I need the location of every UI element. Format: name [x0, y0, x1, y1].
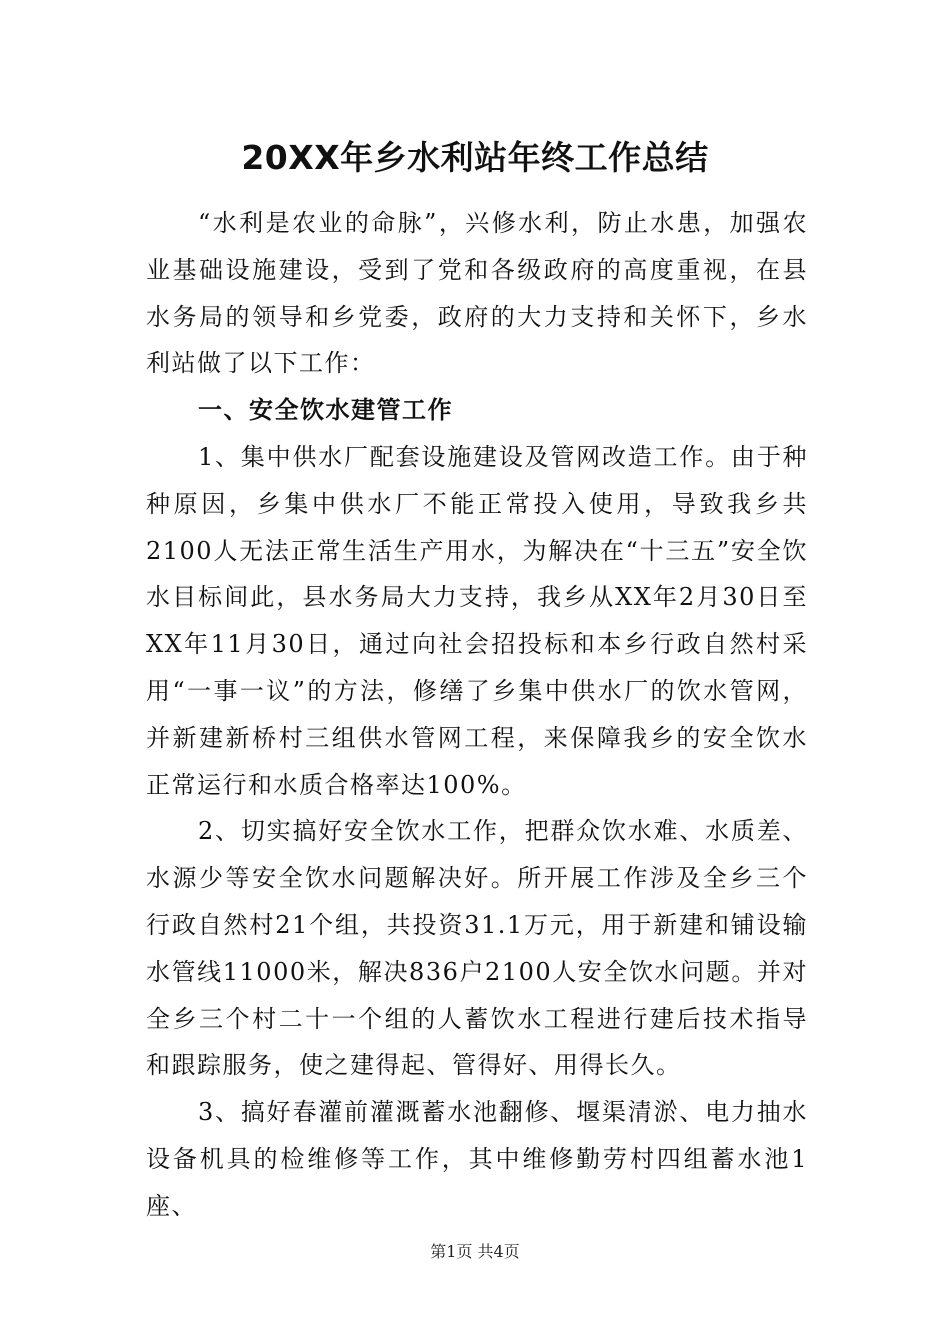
paragraph-item-1: 1、集中供水厂配套设施建设及管网改造工作。由于种种原因，乡集中供水厂不能正常投入使用，导致我乡共2100人无法正常生活生产用水，为解决在“十三五”安全饮水目标间此，县水务局大力支持，我乡从XX年2月30日至XX年11月30日，通过向社会招投标和本乡行政自然村采用“一事一议”的方法，修缮了乡集中供水厂的饮水管网，并新建新桥村三组供水管网工程，来保障我乡的安全饮水正常运行和水质合格率达100%。: [146, 442, 808, 799]
page-number-footer: 第1页 共4页: [430, 1242, 520, 1261]
document-title: 20XX年乡水利站年终工作总结: [241, 138, 709, 177]
paragraph-item-3: 3、搞好春灌前灌溉蓄水池翻修、堰渠清淤、电力抽水设备机具的检维修等工作，其中维修勤劳村四组蓄水池1座、: [146, 1098, 808, 1220]
section-heading: 一、安全饮水建管工作: [198, 396, 453, 425]
document-body: [146, 200, 808, 1230]
intro-paragraph: “水利是农业的命脉”，兴修水利，防止水患，加强农业基础设施建设，受到了党和各级政府的高度重视，在县水务局的领导和乡党委，政府的大力支持和关怀下，乡水利站做了以下工作：: [146, 209, 808, 378]
paragraph-item-2: 2、切实搞好安全饮水工作，把群众饮水难、水质差、水源少等安全饮水问题解决好。所开展工作涉及全乡三个行政自然村21个组，共投资31.1万元，用于新建和铺设输水管线11000米，解决836户2100人安全饮水问题。并对全乡三个村二十一个组的人蓄饮水工程进行建后技术指导和跟踪服务，使之建得起、管得好、用得长久。: [146, 817, 808, 1080]
